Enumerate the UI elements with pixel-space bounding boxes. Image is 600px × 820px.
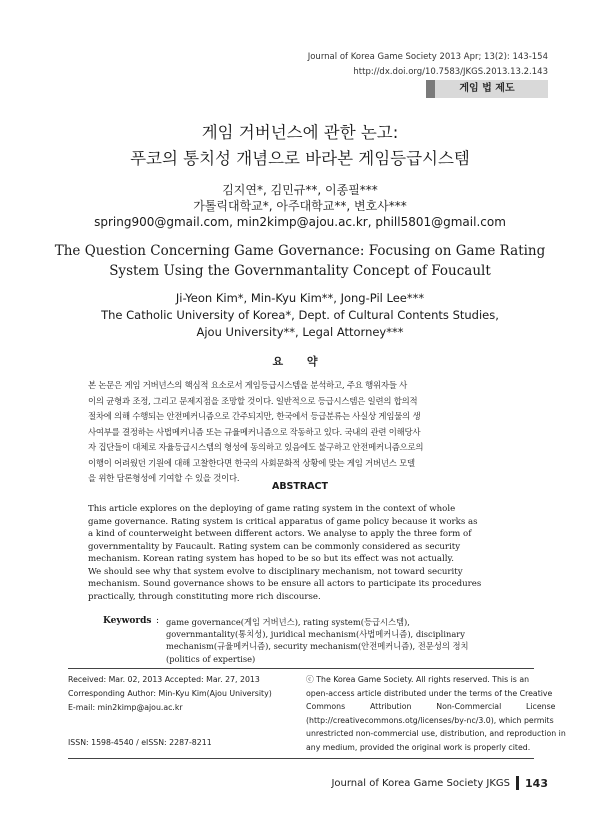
page-number: 143 bbox=[525, 776, 548, 790]
english-affiliation-2: Ajou University**, Legal Attorney*** bbox=[196, 325, 404, 339]
abstract-line: 사여부를 결정하는 사법메커니즘 또는 규율메커니즘으로 작동하고 있다. 국내의 관련 이해당사 bbox=[88, 426, 421, 437]
issn: ISSN: 1598-4540 / eISSN: 2287-8211 bbox=[68, 738, 212, 747]
license-line: (http://creativecommons.otg/licenses/by-nc/3.0), which permits bbox=[306, 715, 554, 725]
received-dates: Received: Mar. 02, 2013 Accepted: Mar. 27, 2013 bbox=[68, 675, 260, 684]
corresponding-email: E-mail: min2kimp@ajou.ac.kr bbox=[68, 703, 183, 712]
abstract-line: 절차에 의해 수행되는 안전메커니즘으로 간주되지만, 한국에서 등급분류는 사실상 게임물의 생 bbox=[88, 411, 421, 421]
abstract-line: 본 논문은 게임 거버넌스의 핵심적 요소로서 게임등급시스템을 분석하고, 주요 행위자들 사 bbox=[88, 380, 408, 390]
english-authors bbox=[0, 290, 600, 341]
english-author-names: Ji-Yeon Kim*, Min-Kyu Kim**, Jong-Pil Lee*** bbox=[175, 291, 425, 305]
keywords-list bbox=[166, 616, 526, 665]
english-affiliation-1: The Catholic University of Korea*, Dept. of Cultural Contents Studies, bbox=[101, 308, 499, 322]
abstract-line: 자 집단들이 대체로 자율등급시스템의 형성에 동의하고 있음에도 불구하고 안전메커니즘으로의 bbox=[88, 442, 424, 452]
license-line: open-access article distributed under the terms of the Creative bbox=[306, 688, 553, 698]
korean-abstract-heading: 요 약 bbox=[272, 355, 328, 368]
page-footer bbox=[331, 776, 548, 790]
abstract-line: This article explores on the deploying of game rating system in the context of whole bbox=[88, 504, 456, 514]
keyword-line: game governance(게임 거버넌스), rating system(등급시스템), bbox=[166, 617, 410, 627]
abstract-line: governmentality by Faucault. Rating system can be commonly considered as security bbox=[88, 541, 461, 552]
footer-separator bbox=[516, 776, 519, 790]
abstract-line: practically, through constituting more rich discourse. bbox=[88, 591, 321, 602]
abstract-line: game governance. Rating system is critical apparatus of game policy because it works as bbox=[88, 516, 478, 527]
korean-title-line1: 게임 거버넌스에 관한 논고: bbox=[201, 123, 399, 142]
footnote-divider bbox=[68, 668, 534, 669]
korean-author-names: 김지연*, 김민규**, 이종필*** bbox=[222, 183, 378, 197]
abstract-line: mechanism. Korean rating system has hoped to be so but its effect was not actually. bbox=[88, 554, 454, 564]
keywords-colon: : bbox=[156, 616, 160, 626]
license-line: ⓒ The Korea Game Society. All rights reserved. This is an bbox=[306, 675, 530, 684]
footer-divider bbox=[68, 758, 534, 759]
korean-abstract bbox=[88, 378, 512, 487]
footer-journal: Journal of Korea Game Society JKGS bbox=[331, 777, 511, 789]
corresponding-author: Corresponding Author: Min-Kyu Kim(Ajou University) bbox=[68, 689, 272, 698]
english-title-line1: The Question Concerning Game Governance: Focusing on Game Rating bbox=[54, 243, 546, 259]
english-abstract bbox=[88, 503, 512, 603]
journal-citation bbox=[308, 50, 548, 80]
license-line: unrestricted non-commercial use, distribution, and reproduction in bbox=[306, 729, 566, 739]
journal-line: Journal of Korea Game Society 2013 Apr; 13(2): 143-154 bbox=[307, 52, 548, 62]
abstract-line: 이의 균형과 조정, 그리고 문제지점을 조망할 것이다. 일반적으로 등급시스템은 일련의 합의적 bbox=[88, 395, 418, 406]
korean-title-line2: 푸코의 통치성 개념으로 바라본 게임등급시스템 bbox=[130, 149, 470, 168]
keyword-line: (politics of expertise) bbox=[166, 653, 256, 664]
license-line: any medium, provided the original work is properly cited. bbox=[306, 742, 531, 752]
english-title-line2: System Using the Governmantality Concept of Foucault bbox=[109, 263, 491, 279]
english-title bbox=[20, 241, 580, 281]
korean-affiliations: 가톨릭대학교*, 아주대학교**, 변호사*** bbox=[193, 199, 407, 213]
abstract-line: mechanism. Sound governance shows to be ensure all actors to participate its procedures bbox=[88, 579, 482, 589]
license-notice bbox=[306, 673, 566, 755]
abstract-line: 이행이 어려웠던 기원에 대해 고찰한다면 한국의 사회문화적 상황에 맞는 게임 거버넌스 모델 bbox=[88, 457, 415, 468]
keyword-line: governmantality(통치성), juridical mechanism(사법메커니즘), disciplinary bbox=[166, 629, 465, 640]
abstract-line: a kind of counterweight between different actors. We analyse to apply the three form of bbox=[88, 529, 472, 539]
korean-authors bbox=[0, 182, 600, 230]
author-emails: spring900@gmail.com, min2kimp@ajou.ac.kr, phill5801@gmail.com bbox=[94, 215, 506, 229]
keywords-label: Keywords bbox=[103, 616, 152, 626]
submission-info bbox=[68, 673, 272, 715]
korean-title bbox=[0, 120, 600, 172]
section-tag: 게임 법 제도 bbox=[426, 80, 548, 98]
english-abstract-heading: ABSTRACT bbox=[271, 481, 329, 492]
abstract-line: We should see why that system evolve to disciplinary mechanism, not toward security bbox=[88, 566, 463, 577]
license-line: Commons Attribution Non-Commercial License bbox=[306, 702, 556, 712]
keyword-line: mechanism(규율메커니즘), security mechanism(안전메커니즘), 전문성의 정치 bbox=[166, 641, 469, 652]
doi-link[interactable]: http://dx.doi.org/10.7583/JKGS.2013.13.2.143 bbox=[353, 67, 548, 77]
abstract-line: 을 위한 담론형성에 기여할 수 있을 것이다. bbox=[88, 473, 240, 483]
